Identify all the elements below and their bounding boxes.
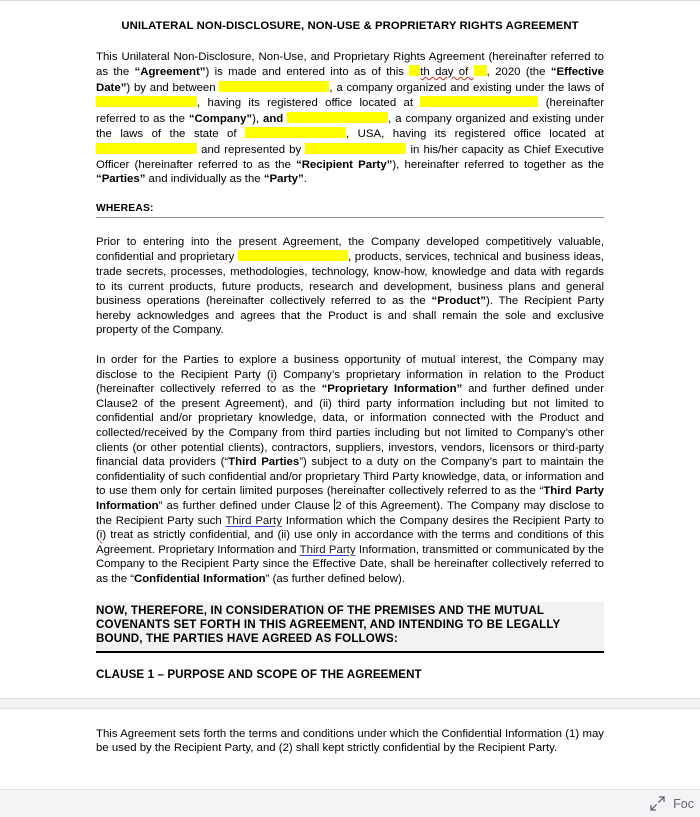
recital2-text-8: ) treat as strictly confidential, and (ii) use only in accordance with the terms and conditions of this Agreement. Proprietary Information and <box>96 529 604 556</box>
blank-month[interactable] <box>474 65 487 76</box>
term-party: “Party” <box>263 173 304 186</box>
blank-recipient-name[interactable] <box>287 112 388 123</box>
recital2-text-7: Information which the Company desires the Recipient Party to ( <box>96 514 605 542</box>
paragraph-intro <box>96 50 604 187</box>
blank-recipient-address[interactable] <box>96 143 197 154</box>
document-scroll-area[interactable] <box>0 1 700 789</box>
now-therefore-block <box>96 602 604 653</box>
term-confidential-information: Confidential Information <box>134 572 266 585</box>
blank-proprietary-subject[interactable] <box>238 250 348 261</box>
recital1-text-3: ). The Recipient Party hereby acknowledges and agrees that the Product is and shall remain the sole and exclusive property of the Company. <box>96 295 604 337</box>
paragraph-recital-1 <box>96 235 604 338</box>
term-third-party-information: Third Party Information <box>96 485 604 512</box>
recital2-text-6: of this Agreement). The Company may disclose to the Recipient Party such <box>96 499 604 527</box>
paragraph-recital-2 <box>96 353 604 587</box>
recital2-text-1: In order for the Parties to explore a business opportunity of mutual interest, the Company may disclose to the Recipient Party ( <box>96 354 604 381</box>
blank-company-address[interactable] <box>420 96 538 107</box>
intro-text-5: ) by and between <box>126 81 220 94</box>
xref-third-party-2[interactable]: Third Party <box>299 543 356 556</box>
recital1-text-2: , products, services, technical and business ideas, trade secrets, processes, methodologies, technology, know-how, knowledge and data with regards to its current products, future products, research and development, business plans and general business operations (hereinafter collectively referred to as the <box>96 251 604 308</box>
roman-numeral-i-second: i <box>99 529 103 542</box>
intro-text-13: and represented by <box>197 144 306 157</box>
expand-diagonal-icon <box>649 795 666 812</box>
blank-company-jurisdiction[interactable] <box>96 96 197 107</box>
recital2-text-9: Information, transmitted or communicated by the Company to the Recipient Party since the Effective Date, shall be hereinafter collectively referred to as the “ <box>96 543 604 585</box>
intro-text-15: ), hereinafter referred to together as the <box>392 158 605 171</box>
intro-text-2: ) is made and entered into as of this <box>205 66 410 79</box>
term-third-parties: Third Parties <box>228 456 300 469</box>
whereas-heading: WHEREAS: <box>96 202 604 218</box>
intro-text-16: and individually as the <box>145 173 264 186</box>
intro-text-8: (hereinafter referred to as the <box>96 97 604 125</box>
intro-text-11: , a company organized and existing under the laws of the state of <box>96 112 605 141</box>
term-recipient-party: “Recipient Party” <box>296 158 393 171</box>
recital2-text-4: ”) subject to a duty on the Company’s part to maintain the confidentiality of such confidential and/or proprietary Third Party knowledge, data, or information and to use them only for certain limited purposes (hereinafter collectively referred to as the “ <box>96 456 604 498</box>
focus-mode-label: Foc <box>673 796 694 811</box>
blank-recipient-representative[interactable] <box>305 143 406 154</box>
intro-text-3: th day of <box>420 66 474 79</box>
term-parties: “Parties” <box>96 173 146 186</box>
blank-company-name[interactable] <box>219 81 329 92</box>
status-bar <box>0 789 700 817</box>
now-therefore-text: NOW, THEREFORE, IN CONSIDERATION OF THE PREMISES AND THE MUTUAL COVENANTS SET FORTH IN THIS AGREEMENT, AND INTENDING TO BE LEGALLY BOUND, THE PARTIES HAVE AGREED AS FOLLOWS: <box>96 603 561 646</box>
paragraph-clause-1-body: This Agreement sets forth the terms and conditions under which the Confidential Information (1) may be used by the Recipient Party, and (2) shall kept strictly confidential by the Recipient Party. <box>96 727 604 755</box>
clause-1-heading: CLAUSE 1 – PURPOSE AND SCOPE OF THE AGREEMENT <box>96 667 422 681</box>
intro-text-12: , USA, having its registered office located at <box>346 128 604 141</box>
term-proprietary-information: “Proprietary Information” <box>321 383 463 396</box>
term-agreement: “Agreement” <box>134 66 206 79</box>
document-page-1 <box>0 1 700 698</box>
term-product: “Product” <box>431 295 486 308</box>
recital2-text-5: ” as further defined under Clause <box>158 499 334 512</box>
term-and: and <box>262 112 284 125</box>
intro-text-1: This Unilateral Non-Disclosure, Non-Use, and Proprietary Rights Agreement (hereinafter referred to as the <box>96 50 604 79</box>
xref-third-party-1[interactable]: Third Party <box>225 514 282 527</box>
clause-reference-number: 2 <box>335 499 342 512</box>
intro-text-17: . <box>303 173 307 186</box>
blank-day-number[interactable] <box>409 65 420 76</box>
page-break-separator <box>0 698 700 709</box>
intro-text-9: ), <box>252 112 263 125</box>
intro-text-4: , 2020 (the <box>486 66 551 79</box>
document-page-2 <box>0 709 700 756</box>
recital2-text-10: ” (as further defined below). <box>265 572 405 585</box>
recital1-text-1: Prior to entering into the present Agreement, the Company developed competitively valuable, confidential and proprietary <box>96 235 604 264</box>
intro-text-14: in his/her capacity as Chief Executive Officer (hereinafter referred to as the <box>96 144 604 171</box>
recital2-text-3: and further defined under Clause2 of the present Agreement), and (ii) third party information including but not limited to confidential and/or proprietary knowledge, data, or information connected with the Product and collected/received by the Company from third parties including but not limited to Company’s other clients (or other potential clients), contractors, suppliers, investors, vendors, licensors or third-party financial data providers (“ <box>96 383 604 469</box>
recital2-text-2: ) Company’s proprietary information in relation to the Product (hereinafter collectively referred to as the <box>96 368 604 396</box>
page-title: UNILATERAL NON-DISCLOSURE, NON-USE & PROPRIETARY RIGHTS AGREEMENT <box>121 20 579 32</box>
intro-text-7: , having its registered office located at <box>197 97 421 110</box>
blank-recipient-state[interactable] <box>245 127 346 138</box>
term-effective-date: “Effective Date” <box>96 66 604 94</box>
term-company: “Company” <box>188 112 253 125</box>
focus-mode-button[interactable] <box>647 793 696 814</box>
intro-text-6: , a company organized and existing under the laws of <box>329 81 604 94</box>
roman-numeral-i-first: i <box>270 368 274 381</box>
